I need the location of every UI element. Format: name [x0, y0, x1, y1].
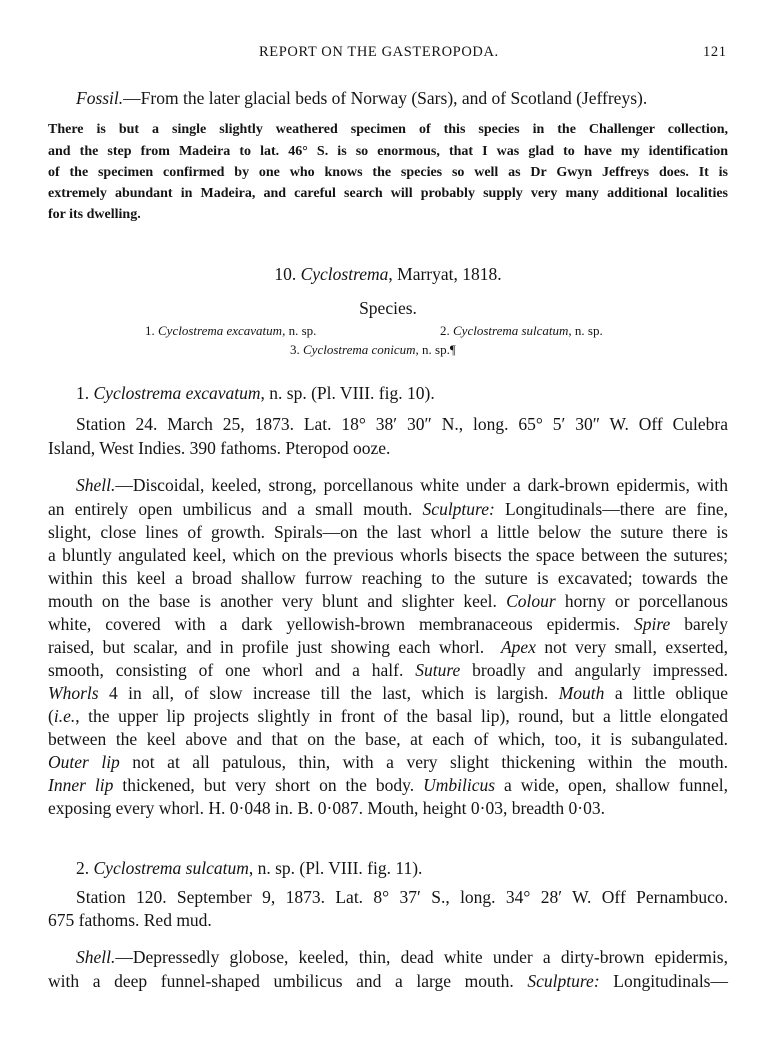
species-1-desc-line-15: exposing every whorl. H. 0·048 in. B. 0·087. Mouth, height 0·03, breadth 0·03. — [48, 798, 606, 818]
species-1-station-line-2: Island, West Indies. 390 fathoms. Pteropod ooze. — [48, 438, 391, 458]
species-1-heading: 1. Cyclostrema excavatum, n. sp. (Pl. VIII. fig. 10). — [76, 383, 435, 403]
species-1-desc-line-1: Shell.—Discoidal, keeled, strong, porcellanous white under a dark-brown epidermis, with — [76, 475, 728, 495]
species-2-desc-line-1: Shell.—Depressedly globose, keeled, thin, dead white under a dirty-brown epidermis, — [76, 947, 728, 967]
species-2-station-line-2: 675 fathoms. Red mud. — [48, 910, 212, 930]
species-2-station-line-1: Station 120. September 9, 1873. Lat. 8° 37′ S., long. 34° 28′ W. Off Pernambuco. — [76, 887, 728, 907]
fossil-text: —From the later glacial beds of Norway (Sars), and of Scotland (Jeffreys). — [123, 88, 648, 108]
page-number: 121 — [703, 44, 727, 60]
header-title: REPORT ON THE GASTEROPODA. — [259, 44, 499, 60]
species-1-desc-line-5: within this keel a broad shallow furrow reaching to the suture is excavated; towards the — [48, 568, 728, 588]
genus-number: 10. — [274, 264, 297, 284]
genus-heading — [0, 264, 776, 285]
species-1-desc-line-3: slight, close lines of growth. Spirals—on the last whorl a little below the suture there is — [48, 522, 728, 542]
note-line-4: extremely abundant in Madeira, and careful search will probably supply very many additional localities — [48, 186, 728, 201]
genus-name: Cyclostrema — [300, 264, 389, 284]
note-line-2: and the step from Madeira to lat. 46° S. is so enormous, that I was glad to have my identification — [48, 144, 728, 159]
species-1-desc-line-2: an entirely open umbilicus and a small mouth. Sculpture: Longitudinals—there are fine, — [48, 499, 728, 519]
species-1-desc-line-10: Whorls 4 in all, of slow increase till the last, which is largish. Mouth a little oblique — [48, 683, 728, 703]
species-1-desc-line-14: Inner lip thickened, but very short on the body. Umbilicus a wide, open, shallow funnel, — [48, 775, 728, 795]
species-1-station-line-1: Station 24. March 25, 1873. Lat. 18° 38′ 30″ N., long. 65° 5′ 30″ W. Off Culebra — [76, 414, 728, 434]
note-line-1: There is but a single slightly weathered specimen of this species in the Challenger collection, — [48, 122, 728, 137]
species-2-desc-line-2: with a deep funnel-shaped umbilicus and a large mouth. Sculpture: Longitudinals— — [48, 971, 728, 991]
species-1-desc-line-13: Outer lip not at all patulous, thin, with a very slight thickening within the mouth. — [48, 752, 729, 772]
species-1-desc-line-8: raised, but scalar, and in profile just showing each whorl. Apex not very small, exserted, — [48, 637, 728, 657]
species-list-item-1: 1. Cyclostrema excavatum, n. sp. — [145, 323, 317, 338]
species-1-desc-line-12: between the keel above and that on the base, at each of which, too, it is subangulated. — [48, 729, 728, 749]
species-2-heading: 2. Cyclostrema sulcatum, n. sp. (Pl. VIII. fig. 11). — [76, 858, 423, 878]
note-line-5: for its dwelling. — [48, 207, 141, 222]
species-heading: Species. — [359, 298, 417, 318]
species-list-item-3: 3. Cyclostrema conicum, n. sp.¶ — [290, 342, 456, 357]
species-1-desc-line-11: (i.e., the upper lip projects slightly in front of the basal lip), round, but a little elongated — [48, 706, 728, 726]
species-1-desc-line-6: mouth on the base is another very blunt and slighter keel. Colour horny or porcellanous — [48, 591, 728, 611]
genus-author: , Marryat, 1818. — [388, 264, 502, 284]
species-1-desc-line-4: a bluntly angulated keel, which on the previous whorls bisects the space between the sutures; — [48, 545, 728, 565]
species-1-desc-line-7: white, covered with a dark yellowish-brown membranaceous epidermis. Spire barely — [48, 614, 728, 634]
species-1-desc-line-9: smooth, consisting of one whorl and a half. Suture broadly and angularly impressed. — [48, 660, 728, 680]
note-line-3: of the specimen confirmed by one who knows the species so well as Dr Gwyn Jeffreys does. It is — [48, 165, 728, 180]
fossil-paragraph — [76, 88, 647, 109]
species-list-item-2: 2. Cyclostrema sulcatum, n. sp. — [440, 323, 603, 338]
fossil-label: Fossil. — [76, 88, 124, 108]
